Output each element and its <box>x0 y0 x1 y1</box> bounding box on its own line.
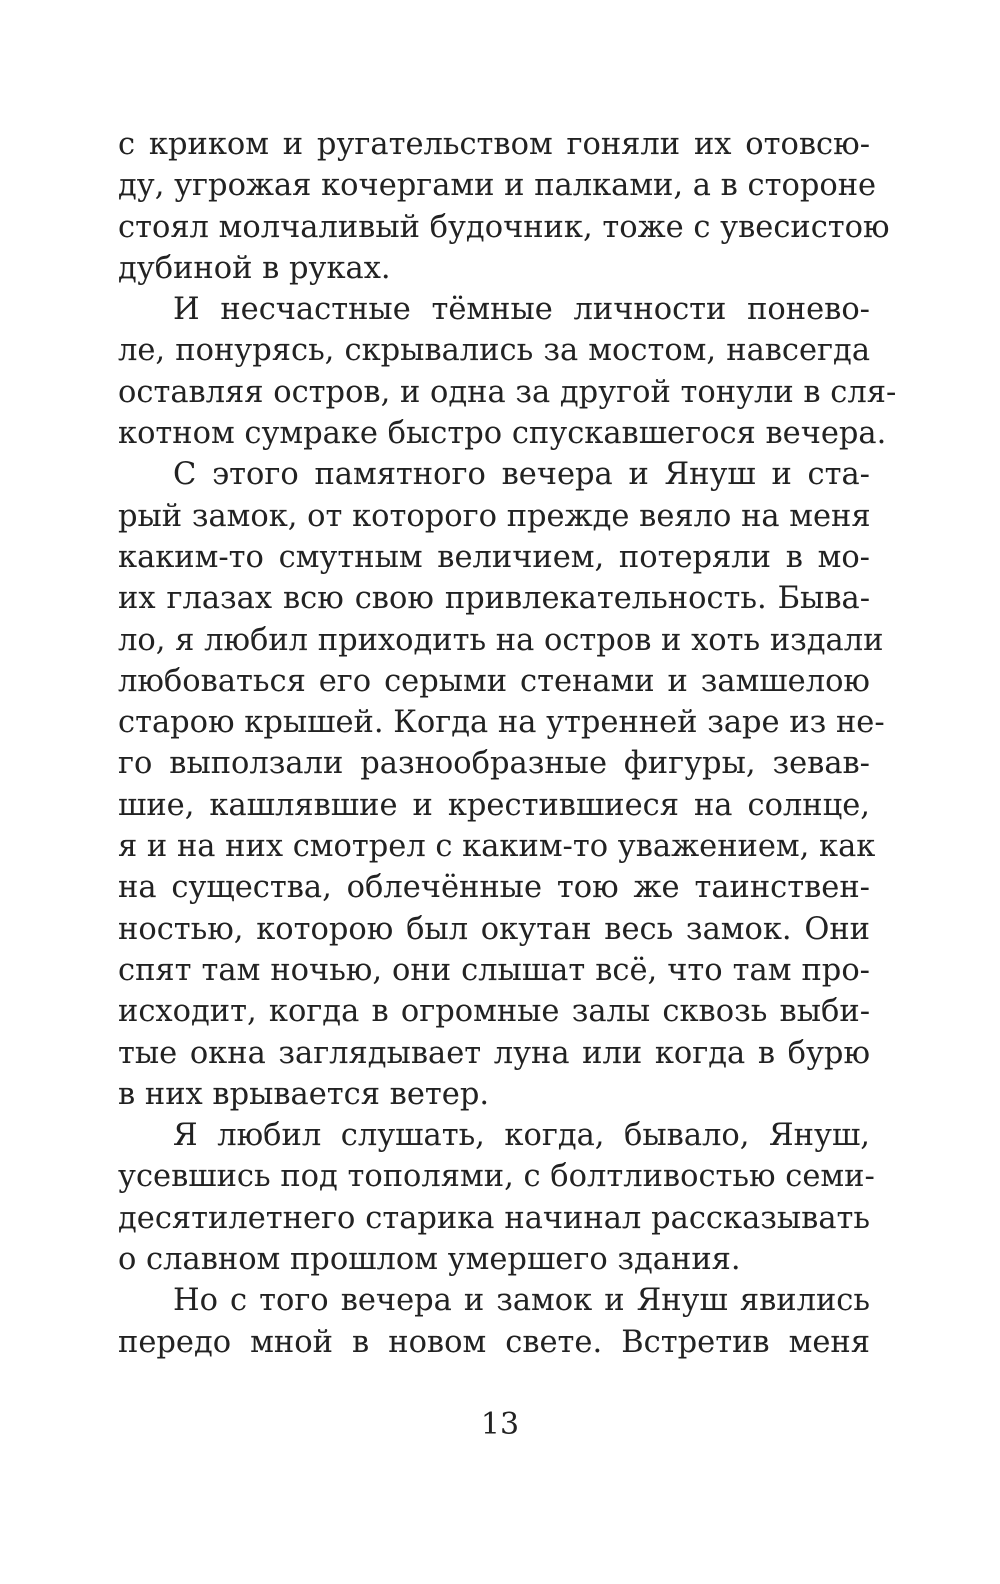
page-text <box>118 124 897 1363</box>
paragraph <box>118 289 897 454</box>
text-line: ду, угрожая кочергами и палками, а в стороне <box>118 168 877 204</box>
text-line: я и на них смотрел с каким-то уважением, как <box>118 829 876 865</box>
paragraph <box>118 124 890 289</box>
text-line: передо мной в новом свете. Встретив меня <box>118 1324 870 1360</box>
text-line: старою крышей. Когда на утренней заре из не- <box>118 705 885 741</box>
page-number: 13 <box>480 1407 520 1442</box>
text-line: любоваться его серыми стенами и замшелою <box>118 663 870 699</box>
text-line: ло, я любил приходить на остров и хоть издали <box>118 622 884 658</box>
text-line: го выползали разнообразные фигуры, зевав- <box>118 746 870 782</box>
text-line: оставляя остров, и одна за другой тонули в сля- <box>118 374 897 410</box>
text-line: их глазах всю свою привлекательность. Быва- <box>118 581 870 617</box>
text-line: спят там ночью, они слышат всё, что там про- <box>118 952 870 988</box>
text-line: И несчастные тёмные личности понево- <box>173 292 870 328</box>
text-line: каким-то смутным величием, потеряли в мо- <box>118 539 870 575</box>
text-line: ле, понурясь, скрывались за мостом, навсегда <box>118 333 870 369</box>
text-line: рый замок, от которого прежде веяло на меня <box>118 498 871 534</box>
text-line: десятилетнего старика начинал рассказывать <box>118 1200 870 1236</box>
text-line: Но с того вечера и замок и Януш явились <box>173 1283 870 1319</box>
paragraph <box>118 1115 875 1280</box>
paragraph <box>118 454 885 1115</box>
text-line: на существа, облечённые тою же таинствен- <box>118 870 870 906</box>
text-line: дубиной в руках. <box>118 250 391 286</box>
text-line: Я любил слушать, когда, бывало, Януш, <box>173 1118 870 1154</box>
paragraph <box>118 1280 870 1363</box>
text-line: с криком и ругательством гоняли их отовсю- <box>118 127 870 162</box>
text-line: усевшись под тополями, с болтливостью семи- <box>118 1159 875 1195</box>
text-line: С этого памятного вечера и Януш и ста- <box>173 457 870 493</box>
text-line: шие, кашлявшие и крестившиеся на солнце, <box>118 787 870 823</box>
text-line: котном сумраке быстро спускавшегося вечера. <box>118 416 887 452</box>
text-line: ностью, которою был окутан весь замок. Они <box>118 911 870 947</box>
text-line: стоял молчаливый будочник, тоже с увесистою <box>118 209 890 245</box>
text-line: в них врывается ветер. <box>118 1076 490 1112</box>
text-line: тые окна заглядывает луна или когда в бурю <box>118 1035 870 1071</box>
text-line: исходит, когда в огромные залы сквозь выби- <box>118 994 870 1030</box>
text-line: о славном прошлом умершего здания. <box>118 1242 741 1278</box>
